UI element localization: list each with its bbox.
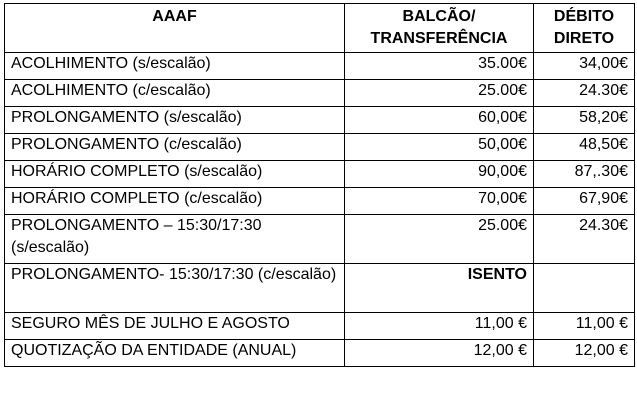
fees-table: [4, 3, 635, 367]
table-row: [5, 313, 635, 340]
row-debito-value: 11,00 €: [534, 313, 635, 340]
row-debito-value: [534, 264, 635, 313]
table-row: [5, 53, 635, 80]
row-debito-value: 34,00€: [534, 53, 635, 80]
row-balcao-value: 25.00€: [345, 80, 534, 107]
row-balcao-value: 35.00€: [345, 53, 534, 80]
header-balcao-transferencia: BALCÃO/ TRANSFERÊNCIA: [345, 4, 534, 53]
header-debito-direto: DÉBITO DIRETO: [534, 4, 635, 53]
header-aaaf: AAAF: [5, 4, 345, 53]
row-label: SEGURO MÊS DE JULHO E AGOSTO: [5, 313, 345, 340]
row-debito-value: 12,00 €: [534, 340, 635, 367]
row-label: PROLONGAMENTO (s/escalão): [5, 107, 345, 134]
table-row: [5, 188, 635, 215]
row-debito-value: 87,.30€: [534, 161, 635, 188]
table-row: [5, 340, 635, 367]
row-balcao-value: 70,00€: [345, 188, 534, 215]
row-debito-value: 24.30€: [534, 215, 635, 264]
row-balcao-value: 90,00€: [345, 161, 534, 188]
table-header-row: [5, 4, 635, 53]
table-row: [5, 215, 635, 264]
table-row: [5, 161, 635, 188]
row-balcao-value: 25.00€: [345, 215, 534, 264]
row-label: QUOTIZAÇÃO DA ENTIDADE (ANUAL): [5, 340, 345, 367]
row-label: HORÁRIO COMPLETO (c/escalão): [5, 188, 345, 215]
row-debito-value: 58,20€: [534, 107, 635, 134]
row-label: PROLONGAMENTO (c/escalão): [5, 134, 345, 161]
row-debito-value: 48,50€: [534, 134, 635, 161]
table-row: [5, 134, 635, 161]
row-label: PROLONGAMENTO – 15:30/17:30 (s/escalão): [5, 215, 345, 264]
table-row: [5, 107, 635, 134]
row-debito-value: 24.30€: [534, 80, 635, 107]
row-label: HORÁRIO COMPLETO (s/escalão): [5, 161, 345, 188]
row-balcao-value: 60,00€: [345, 107, 534, 134]
table-row: [5, 264, 635, 313]
row-label: PROLONGAMENTO- 15:30/17:30 (c/escalão): [5, 264, 345, 313]
row-balcao-value-isento: ISENTO: [345, 264, 534, 313]
row-balcao-value: 12,00 €: [345, 340, 534, 367]
row-debito-value: 67,90€: [534, 188, 635, 215]
row-balcao-value: 50,00€: [345, 134, 534, 161]
row-balcao-value: 11,00 €: [345, 313, 534, 340]
table-row: [5, 80, 635, 107]
row-label: ACOLHIMENTO (c/escalão): [5, 80, 345, 107]
row-label: ACOLHIMENTO (s/escalão): [5, 53, 345, 80]
